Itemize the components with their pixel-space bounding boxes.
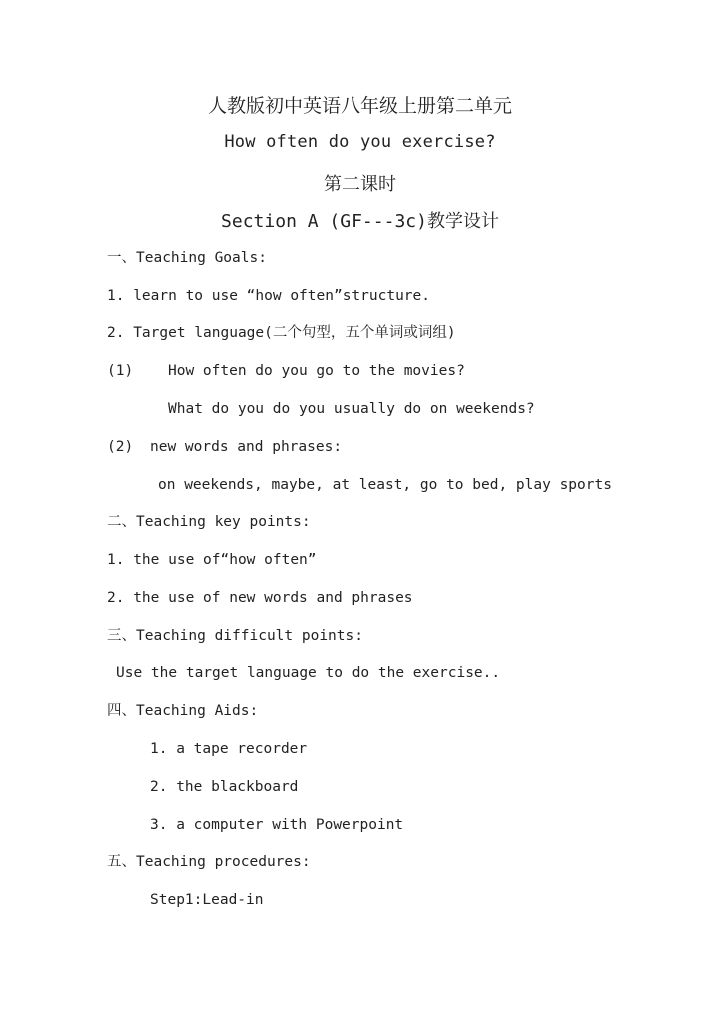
- teaching-aids-heading: 四、Teaching Aids:: [107, 703, 259, 719]
- goal-item-2: 2. Target language(二个句型，五个单词或词组): [107, 325, 456, 341]
- words-heading: new words and phrases:: [150, 439, 343, 455]
- procedures-heading: 五、Teaching procedures:: [107, 854, 311, 870]
- key-point-2: 2. the use of new words and phrases: [107, 590, 413, 606]
- document-title-english: How often do you exercise?: [224, 132, 496, 152]
- sentence-pattern-label: (1): [107, 363, 134, 379]
- teaching-aid-1: 1. a tape recorder: [150, 741, 308, 757]
- difficult-point-1: Use the target language to do the exercise..: [116, 665, 501, 681]
- key-point-1: 1. the use of“how often”: [107, 552, 317, 568]
- goal-item-1: 1. learn to use “how often”structure.: [107, 288, 431, 304]
- document-title-chinese: 人教版初中英语八年级上册第二单元: [207, 95, 512, 117]
- sentence-pattern-1: How often do you go to the movies?: [168, 363, 465, 379]
- procedure-step-1: Step1:Lead-in: [150, 892, 264, 908]
- section-title: Section A (GF---3c)教学设计: [221, 211, 499, 232]
- lesson-label: 第二课时: [324, 174, 396, 195]
- words-list: on weekends, maybe, at least, go to bed, play sports: [158, 477, 612, 493]
- teaching-aid-2: 2. the blackboard: [150, 779, 299, 795]
- difficult-points-heading: 三、Teaching difficult points:: [107, 628, 363, 644]
- goals-heading: 一、Teaching Goals:: [107, 250, 267, 266]
- words-label: (2): [107, 439, 134, 455]
- key-points-heading: 二、Teaching key points:: [107, 514, 311, 530]
- teaching-aid-3: 3. a computer with Powerpoint: [150, 817, 404, 833]
- sentence-pattern-2: What do you do you usually do on weekends?: [168, 401, 535, 417]
